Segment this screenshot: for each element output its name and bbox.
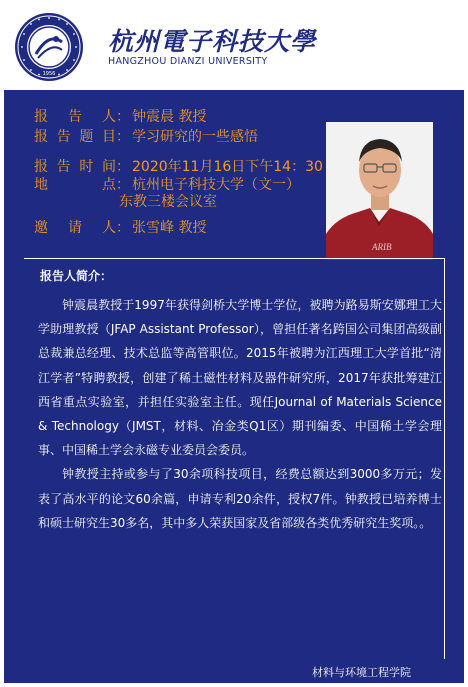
university-header bbox=[4, 4, 464, 90]
university-name-english: HANGZHOU DIANZI UNIVERSITY bbox=[108, 56, 268, 67]
speaker-colon: ： bbox=[116, 109, 130, 125]
speaker-value: 钟震晨 教授 bbox=[132, 109, 207, 125]
announcement-poster bbox=[4, 4, 464, 683]
time-value: 2020年11月16日下午14：30 bbox=[132, 159, 323, 175]
time-row bbox=[34, 156, 323, 176]
speaker-photo bbox=[326, 122, 433, 260]
speaker-row bbox=[34, 106, 206, 126]
bio-body bbox=[38, 293, 442, 535]
inviter-label: 邀 请 人 bbox=[34, 220, 116, 236]
seal-year: 1956 bbox=[42, 71, 56, 77]
inviter-value: 张雪峰 教授 bbox=[132, 220, 207, 236]
place-value-line2: 东教三楼会议室 bbox=[119, 194, 217, 210]
bio-section bbox=[24, 258, 445, 659]
inviter-row bbox=[34, 217, 206, 237]
bio-heading: 报告人简介： bbox=[40, 269, 113, 283]
speaker-label: 报 告 人 bbox=[34, 109, 116, 125]
title-colon: ： bbox=[116, 129, 130, 145]
place-label: 地 点 bbox=[34, 177, 116, 193]
place-row-line2 bbox=[119, 191, 217, 211]
title-label: 报告题目 bbox=[34, 129, 116, 145]
time-label: 报告时间 bbox=[34, 159, 116, 175]
title-value: 学习研究的一些感悟 bbox=[132, 129, 258, 145]
place-colon: ： bbox=[116, 177, 130, 193]
bio-paragraph-2: 钟教授主持或参与了30余项科技项目，经费总额达到3000多万元；发表了高水平的论文60余篇，申请专利20余件，授权7件。钟教授已培养博士和硕士研究生30多名，其中多人荣获国家及省部级各类优秀研究生奖项。。 bbox=[38, 467, 442, 530]
time-colon: ： bbox=[116, 159, 130, 175]
university-seal-logo bbox=[14, 12, 84, 82]
university-name-chinese: 杭州電子科技大學 bbox=[108, 27, 317, 56]
school-name-footer: 材料与环境工程学院 bbox=[312, 666, 411, 679]
title-row bbox=[34, 126, 258, 146]
bio-paragraph-1: 钟震晨教授于1997年获得剑桥大学博士学位，被聘为路易斯安娜理工大学助理教授（JFAP Assistant Professor），曾担任著名跨国公司集团高级副总裁兼总经理、技术总监等高管职位。2015年被聘为江西理工大学首批“清江学者”特聘教授，创建了稀土磁性材料及器件研究所，2017年获批筹建江西省重点实验室，并担任实验室主任。现任Journal of Materials Science & Technology（JMST，材料、冶金类Q1区）期刊编委、中国稀土学会理事、中国稀土学会永磁专业委员会委员。 bbox=[38, 298, 442, 458]
inviter-colon: ： bbox=[116, 220, 130, 236]
svg-text:ARIB: ARIB bbox=[372, 242, 392, 252]
place-value-line1: 杭州电子科技大学（文一） bbox=[132, 177, 300, 193]
